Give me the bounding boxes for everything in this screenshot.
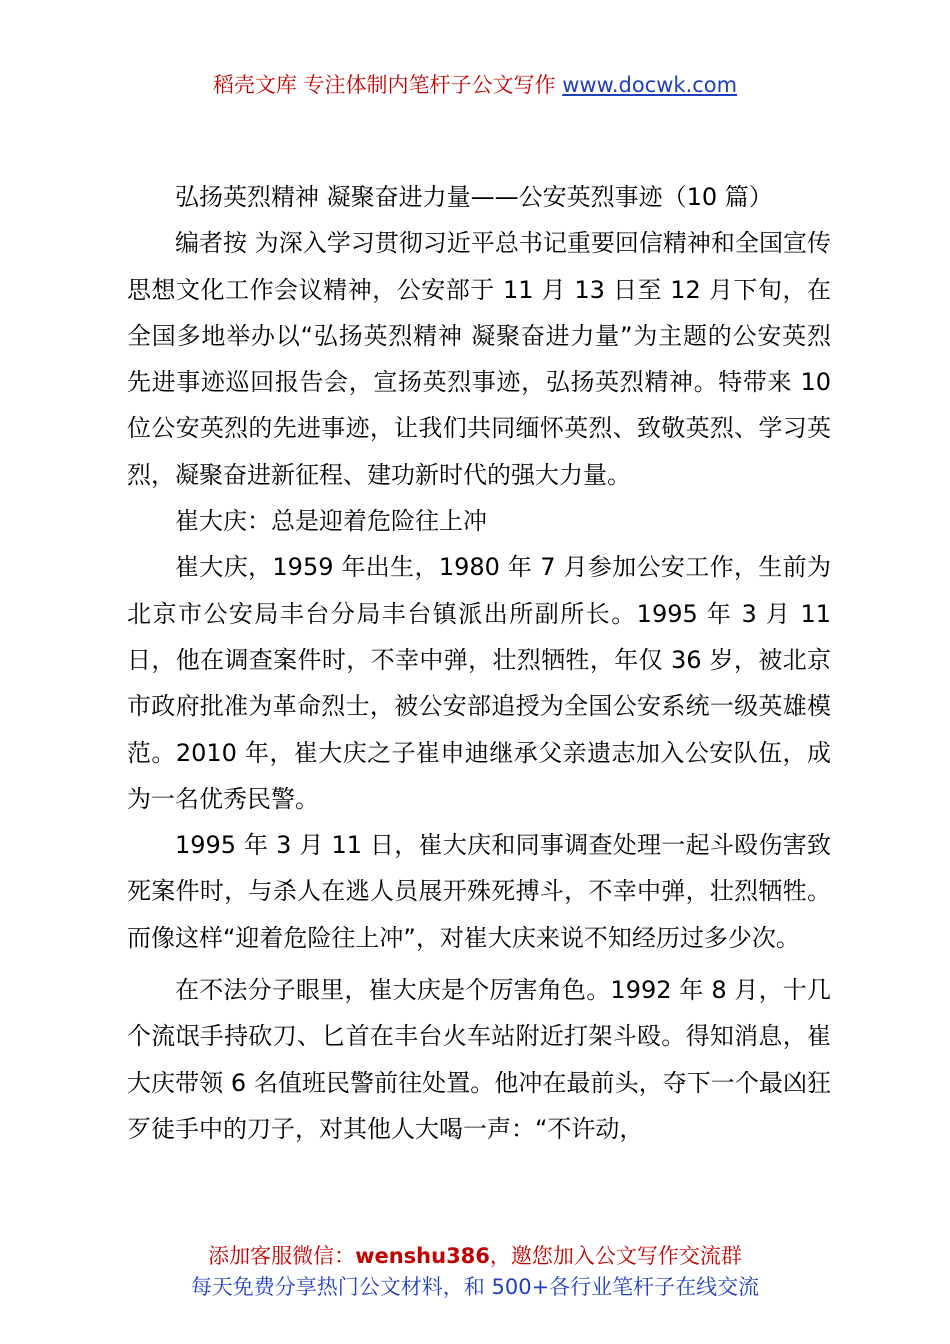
footer-contact-prefix: 添加客服微信： bbox=[208, 1244, 356, 1268]
footer-contact-line bbox=[0, 1241, 950, 1272]
body-paragraph: 1995 年 3 月 11 日，崔大庆和同事调查处理一起斗殴伤害致死案件时，与杀人在逃人员展开殊死搏斗，不幸中弹，壮烈牺牲。而像这样“迎着危险往上冲”，对崔大庆来说不知经历过多少次。 bbox=[127, 831, 831, 952]
footer-share-line: 每天免费分享热门公文材料，和 500+各行业笔杆子在线交流 bbox=[190, 1275, 760, 1299]
footer-wechat-id: wenshu386 bbox=[355, 1244, 490, 1268]
document-title: 弘扬英烈精神 凝聚奋进力量——公安英烈事迹（10 篇） bbox=[175, 183, 773, 211]
editor-note-paragraph: 编者按 为深入学习贯彻习近平总书记重要回信精神和全国宣传思想文化工作会议精神，公安部于 11 月 13 日至 12 月下旬，在全国多地举办以“弘扬英烈精神 凝聚奋进力量”为主题的公安英烈先进事迹巡回报告会，宣扬英烈事迹，弘扬英烈精神。特带来 10 位公安英烈的先进事迹，让我们共同缅怀英烈、致敬英烈、学习英烈，凝聚奋进新征程、建功新时代的强大力量。 bbox=[127, 229, 831, 489]
body-paragraph: 在不法分子眼里，崔大庆是个厉害角色。1992 年 8 月，十几个流氓手持砍刀、匕首在丰台火车站附近打架斗殴。得知消息，崔大庆带领 6 名值班民警前往处置。他冲在最前头，夺下一个最凶狂歹徒手中的刀子，对其他人大喝一声：“不许动， bbox=[127, 976, 831, 1143]
document-body bbox=[127, 174, 831, 1152]
page-header bbox=[0, 70, 950, 100]
section-heading: 崔大庆：总是迎着危险往上冲 bbox=[175, 507, 487, 536]
page-footer bbox=[0, 1241, 950, 1303]
header-url-link[interactable]: www.docwk.com bbox=[562, 73, 738, 97]
footer-contact-suffix: ，邀您加入公文写作交流群 bbox=[489, 1244, 742, 1268]
header-site-text: 稻壳文库 专注体制内笔杆子公文写作 bbox=[212, 73, 563, 97]
body-paragraph: 崔大庆，1959 年出生，1980 年 7 月参加公安工作，生前为北京市公安局丰台分局丰台镇派出所副所长。1995 年 3 月 11 日，他在调查案件时，不幸中弹，壮烈牺牲，年仅 36 岁，被北京市政府批准为革命烈士，被公安部追授为全国公安系统一级英雄模范。2010 年，崔大庆之子崔申迪继承父亲遗志加入公安队伍，成为一名优秀民警。 bbox=[127, 553, 831, 813]
